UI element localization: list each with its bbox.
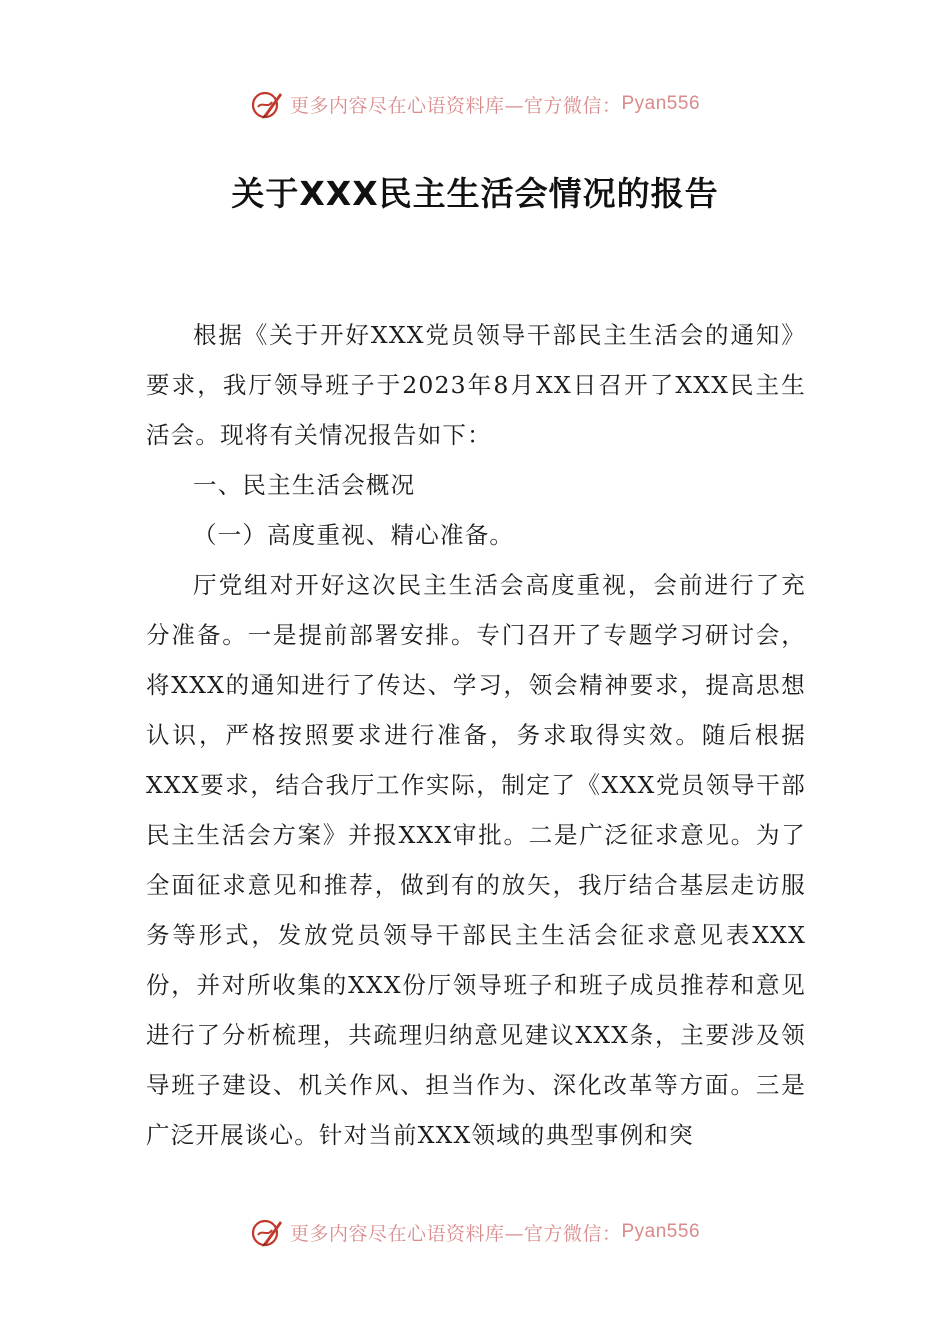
section-heading: 一、民主生活会概况 bbox=[193, 471, 416, 499]
watermark-brand: Pyan556 bbox=[621, 1221, 701, 1242]
document-body bbox=[146, 310, 806, 1160]
subsection-heading: （一）高度重视、精心准备。 bbox=[193, 521, 515, 549]
document-title: 关于XXX民主生活会情况的报告 bbox=[231, 174, 719, 213]
paragraph-body: 厅党组对开好这次民主生活会高度重视，会前进行了充分准备。一是提前部署安排。专门召开了专题学习研讨会，将XXX的通知进行了传达、学习，领会精神要求，提高思想认识，严格按照要求进行准备，务求取得实效。随后根据XXX要求，结合我厅工作实际，制定了《XXX党员领导干部民主生活会方案》并报XXX审批。二是广泛征求意见。为了全面征求意见和推荐，做到有的放矢，我厅结合基层走访服务等形式，发放党员领导干部民主生活会征求意见表XXX份，并对所收集的XXX份厅领导班子和班子成员推荐和意见进行了分析梳理，共疏理归纳意见建议XXX条，主要涉及领导班子建设、机关作风、担当作为、深化改革等方面。三是广泛开展谈心。针对当前XXX领域的典型事例和突 bbox=[146, 571, 806, 1149]
watermark-brand: Pyan556 bbox=[621, 93, 701, 114]
watermark-text: 更多内容尽在心语资料库—官方微信： bbox=[289, 94, 622, 117]
pen-logo-icon bbox=[250, 87, 284, 121]
pen-logo-icon bbox=[250, 1215, 284, 1249]
header-watermark bbox=[0, 84, 950, 124]
watermark-text: 更多内容尽在心语资料库—官方微信： bbox=[289, 1222, 622, 1245]
footer-watermark bbox=[0, 1212, 950, 1252]
paragraph-intro: 根据《关于开好XXX党员领导干部民主生活会的通知》要求，我厅领导班子于2023年8月XX日召开了XXX民主生活会。现将有关情况报告如下： bbox=[146, 321, 806, 449]
